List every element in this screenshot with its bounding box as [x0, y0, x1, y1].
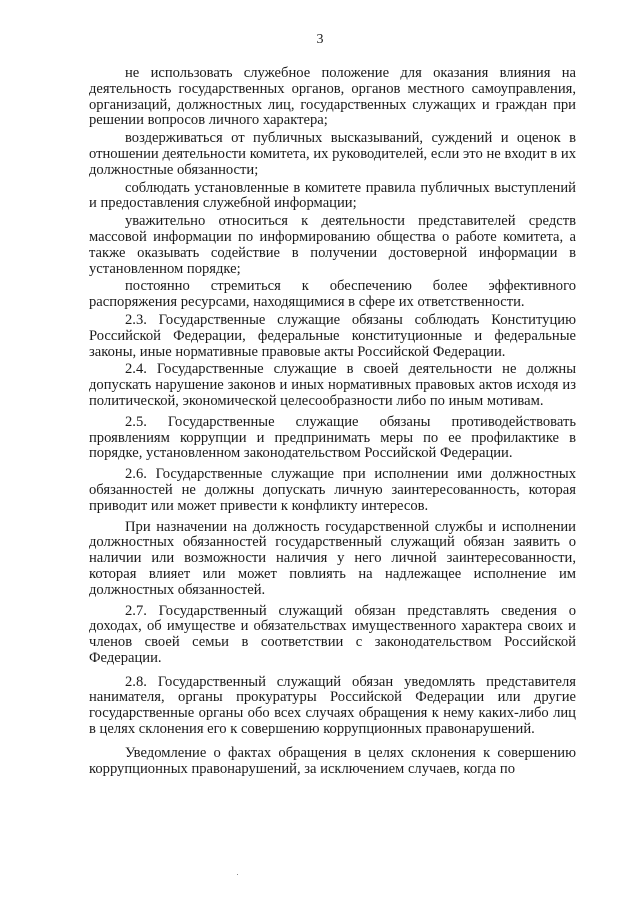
paragraph-2-5: 2.5. Государственные служащие обязаны противодействовать проявлениям коррупции и предпринимать меры по ее профилактике в порядке, установленном законодательством Российской Федерации.	[89, 413, 576, 462]
paragraph-notification: Уведомление о фактах обращения в целях склонения к совершению коррупционных правонарушений, за исключением случаев, когда по	[89, 744, 576, 777]
paragraph-media-respect: уважительно относиться к деятельности представителей средств массовой информации по информированию общества о работе комитета, а также оказывать содействие в получении достоверной информации в установленном порядке;	[89, 213, 576, 277]
paragraph-conflict-disclosure: При назначении на должность государственной службы и исполнении должностных обязанностей государственный служащий обязан заявить о наличии или возможности наличия у него личной заинтересованности, которая влияет или может повлиять на надлежащее исполнение им должностных обязанностей.	[89, 518, 576, 598]
paragraph-2-8: 2.8. Государственный служащий обязан уведомлять представителя нанимателя, органы прокуратуры Российской Федерации или другие государственные органы обо всех случаях обращения к нему каких-либо лиц в целях склонения его к совершению коррупционных правонарушений.	[89, 673, 576, 738]
paragraph-2-4: 2.4. Государственные служащие в своей деятельности не должны допускать нарушение законов и иных нормативных правовых актов исходя из политической, экономической целесообразности либо по иным мотивам.	[89, 361, 576, 409]
paragraph-2-3: 2.3. Государственные служащие обязаны соблюдать Конституцию Российской Федерации, федеральные конституционные и федеральные законы, иные нормативные правовые акты Российской Федерации.	[89, 311, 576, 360]
scan-speck	[237, 874, 238, 875]
paragraph-2-7: 2.7. Государственный служащий обязан представлять сведения о доходах, об имуществе и обязательствах имущественного характера своих и членов своей семьи в соответствии с законодательством Российской Федерации.	[89, 602, 576, 666]
document-body	[89, 66, 576, 777]
paragraph-2-6: 2.6. Государственные служащие при исполнении ими должностных обязанностей не должны допускать личную заинтересованность, которая приводит или может привести к конфликту интересов.	[89, 466, 576, 514]
paragraph-resource-efficiency: постоянно стремиться к обеспечению более эффективного распоряжения ресурсами, находящимися в сфере их ответственности.	[89, 278, 576, 311]
paragraph-public-speaking-rules: соблюдать установленные в комитете правила публичных выступлений и предоставления служебной информации;	[89, 179, 576, 212]
paragraph-no-public-statements: воздерживаться от публичных высказываний, суждений и оценок в отношении деятельности комитета, их руководителей, если это не входит в их должностные обязанности;	[89, 130, 576, 178]
paragraph-no-influence: не использовать служебное положение для оказания влияния на деятельность государственных органов, органов местного самоуправления, организаций, должностных лиц, государственных служащих и граждан при решении вопросов личного характера;	[89, 65, 576, 129]
page-number: 3	[316, 32, 324, 47]
